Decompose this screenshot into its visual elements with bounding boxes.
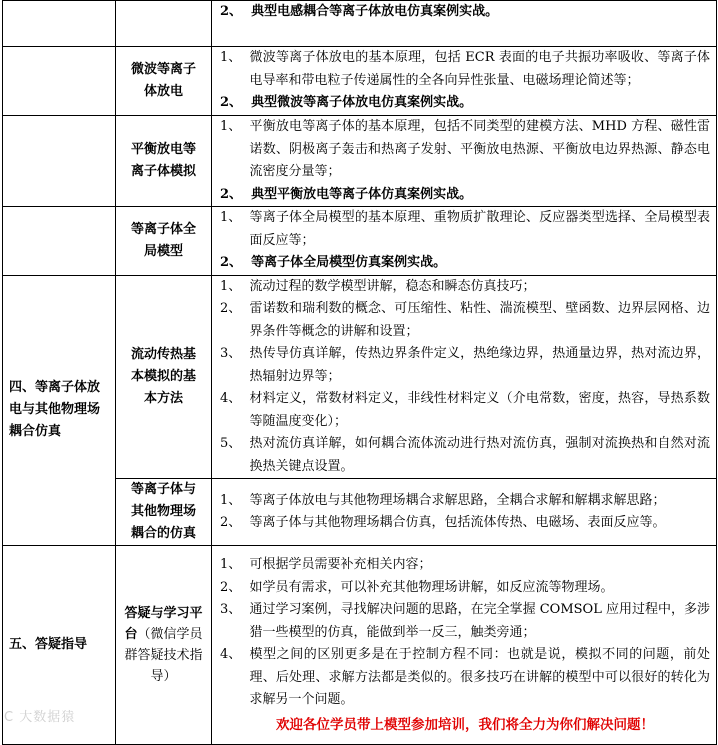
item-number: 2、 (220, 301, 250, 316)
item-number: 1、 (220, 492, 250, 508)
topic-global-model: 等离子体全局模型 (116, 207, 212, 276)
list-item (220, 116, 710, 184)
list-item (220, 252, 710, 275)
watermark-logo: C 大数据猿 (4, 710, 76, 725)
list-item (220, 207, 710, 252)
section-five-title: 五、答疑指导 (3, 546, 116, 745)
welcome-highlight: 欢迎各位学员带上模型参加培训，我们将全力为你们解决问题！ (276, 716, 654, 733)
topic-equilibrium-discharge: 平衡放电等离子体模拟 (116, 116, 212, 207)
topic-qa-bold: 答疑与学习平台 (124, 606, 203, 642)
item-text: 典型平衡放电等离子体仿真案例实战。 (251, 186, 473, 202)
item-number: 3、 (220, 602, 250, 618)
content-cell (212, 275, 717, 479)
topic-microwave-plasma: 微波等离子体放电 (116, 47, 212, 116)
list-item (220, 554, 710, 577)
item-text: 模型之间的区别更多是在于控制方程不同：也就是说，模拟不同的问题，前处理、后处理、求解方法都是类似的。很多技巧在讲解的模型中可以很好的转化为求解另一个问题。 (249, 647, 710, 708)
list-item (220, 1, 710, 24)
content-cell (212, 546, 717, 745)
item-number: 1、 (220, 119, 250, 134)
topic-qa-normal: （微信学员群答疑技术指导） (124, 627, 203, 684)
section-cell-empty (3, 1, 116, 47)
list-item (220, 644, 710, 712)
list-item (220, 298, 710, 343)
qa-list (220, 554, 710, 712)
item-number: 1、 (220, 557, 250, 573)
section-cell-empty (3, 116, 116, 207)
topic-multiphysics-coupling: 等离子体与其他物理场耦合的仿真 (116, 479, 212, 546)
list-item (220, 343, 710, 388)
item-text: 微波等离子体放电的基本原理，包括 ECR 表面的电子共振功率吸收、等离子体电导率和带电粒子传递属性的全各向异性张量、电磁场理论简述等； (249, 50, 710, 88)
list-item (220, 599, 710, 644)
item-number: 2、 (220, 255, 252, 270)
item-number: 3、 (220, 346, 250, 361)
section-four-title: 四、等离子体放电与其他物理场耦合仿真 (3, 275, 116, 546)
item-text: 等离子体全局模型仿真案例实战。 (251, 255, 447, 270)
item-text: 热对流仿真详解，如何耦合流体流动进行热对流仿真，强制对流换热和自然对流换热关键点设置。 (249, 436, 710, 474)
list-item (220, 276, 710, 299)
item-text: 热传导仿真详解，传热边界条件定义，热绝缘边界，热通量边界，热对流边界，热辐射边界等； (249, 346, 710, 384)
table-row (3, 1, 717, 47)
item-number: 2、 (220, 186, 252, 202)
item-number: 1、 (220, 50, 250, 66)
item-number: 1、 (220, 278, 250, 294)
course-outline-table (2, 0, 717, 745)
content-cell (212, 47, 717, 116)
item-number: 2、 (220, 579, 250, 595)
item-text: 材料定义，常数材料定义，非线性材料定义（介电常数，密度，热容，导热系数等随温度变化）； (249, 391, 710, 429)
list-item (220, 433, 710, 478)
list-item (220, 577, 710, 600)
item-number: 4、 (220, 647, 250, 663)
item-text: 典型电感耦合等离子体放电仿真案例实战。 (251, 4, 499, 19)
item-text: 可根据学员需要补充相关内容； (249, 557, 432, 573)
item-text: 等离子体与其他物理场耦合仿真，包括流体传热、电磁场、表面反应等。 (249, 515, 666, 530)
section-cell-empty (3, 207, 116, 276)
item-number: 1、 (220, 210, 250, 225)
item-number: 5、 (220, 436, 250, 451)
list-item (220, 490, 710, 513)
list-item (220, 512, 710, 535)
item-number: 4、 (220, 391, 250, 406)
table-row (3, 47, 717, 116)
table-row (3, 275, 717, 479)
item-text: 雷诺数和瑞利数的概念、可压缩性、粘性、湍流模型、壁函数、边界层网格、边界条件等概念的讲解和设置； (249, 301, 710, 339)
list-item (220, 388, 710, 433)
topic-cell-empty (116, 1, 212, 47)
content-cell (212, 116, 717, 207)
section-cell-empty (3, 47, 116, 116)
topic-flow-heat-transfer: 流动传热基本模拟的基本方法 (116, 275, 212, 479)
content-cell (212, 207, 717, 276)
content-cell (212, 479, 717, 546)
table-row (3, 207, 717, 276)
item-number: 2、 (220, 95, 252, 111)
item-text: 典型微波等离子体放电仿真案例实战。 (251, 95, 473, 111)
item-text: 等离子体全局模型的基本原理、重物质扩散理论、反应器类型选择、全局模型表面反应等； (249, 210, 710, 248)
table-row (3, 116, 717, 207)
item-text: 平衡放电等离子体的基本原理，包括不同类型的建模方法、MHD 方程、磁性雷诺数、阴极离子轰击和热离子发射、平衡放电热源、平衡放电边界热源、静态电流密度分量等； (249, 119, 710, 179)
item-text: 等离子体放电与其他物理场耦合求解思路，全耦合求解和解耦求解思路； (249, 492, 666, 508)
topic-qa-platform (116, 546, 212, 745)
table-row (3, 546, 717, 745)
content-cell (212, 1, 717, 47)
item-text: 如学员有需求，可以补充其他物理场讲解，如反应流等物理场。 (249, 579, 614, 595)
list-item (220, 184, 710, 207)
item-text: 流动过程的数学模型讲解，稳态和瞬态仿真技巧； (249, 278, 536, 294)
item-text: 通过学习案例，寻找解决问题的思路，在完全掌握 COMSOL 应用过程中，多涉猎一些模型的仿真，能做到举一反三，触类旁通； (249, 602, 710, 640)
list-item (220, 47, 710, 92)
item-number: 2、 (220, 515, 250, 530)
list-item (220, 92, 710, 115)
item-number: 2、 (220, 4, 252, 19)
